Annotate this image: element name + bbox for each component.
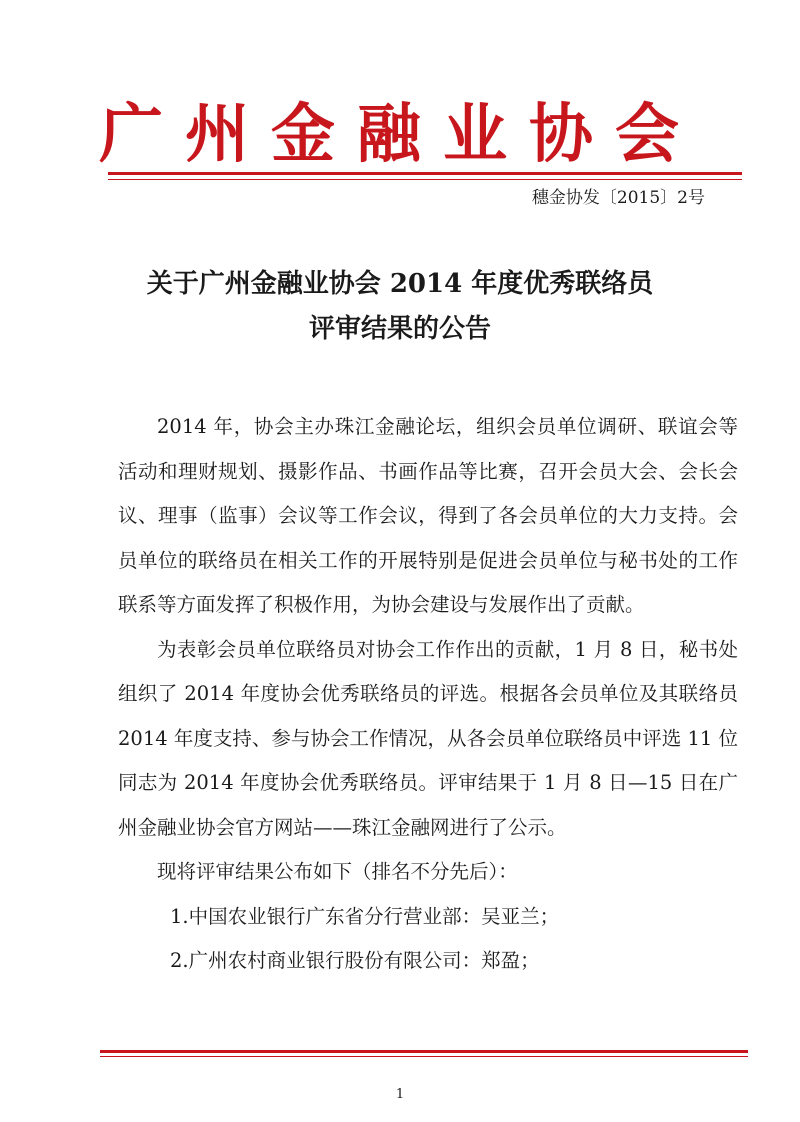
document-title-line-2: 评审结果的公告 bbox=[308, 314, 491, 344]
footer-divider-thin bbox=[100, 1056, 748, 1057]
list-item: 2.广州农村商业银行股份有限公司：郑盈； bbox=[170, 949, 540, 972]
footer-divider bbox=[100, 1050, 748, 1053]
body-paragraph: 2014 年，协会主办珠江金融论坛，组织会员单位调研、联谊会等活动和理财规划、摄影作品、书画作品等比赛，召开会员大会、会长会议、理事（监事）会议等工作会议，得到了各会员单位的大力支持。会员单位的联络员在相关工作的开展特别是促进会员单位与秘书处的工作联系等方面发挥了积极作用，为协会建设与发展作出了贡献。 bbox=[118, 415, 738, 616]
list-item: 1.中国农业银行广东省分行营业部：吴亚兰； bbox=[170, 904, 560, 928]
header-divider-thin bbox=[108, 179, 742, 180]
document-title-line-1: 关于广州金融业协会 2014 年度优秀联络员 bbox=[146, 269, 654, 299]
document-number: 穗金协发〔2015〕2号 bbox=[531, 188, 705, 208]
body-paragraph: 现将评审结果公布如下（排名不分先后）： bbox=[157, 860, 518, 883]
document-body bbox=[118, 405, 738, 984]
body-paragraph: 为表彰会员单位联络员对协会工作作出的贡献，1 月 8 日，秘书处组织了 2014 年度协会优秀联络员的评选。根据各会员单位及其联络员 2014 年度支持、参与协会工作情况，从各会员单位联络员中评选 11 位同志为 2014 年度协会优秀联络员。评审结果于 1 月 8 日—15 日在广州金融业协会官方网站——珠江金融网进行了公示。 bbox=[118, 637, 738, 839]
header-divider bbox=[108, 172, 742, 175]
organization-header: 广州金融业协会 bbox=[99, 97, 701, 172]
page-number: 1 bbox=[395, 1087, 405, 1102]
